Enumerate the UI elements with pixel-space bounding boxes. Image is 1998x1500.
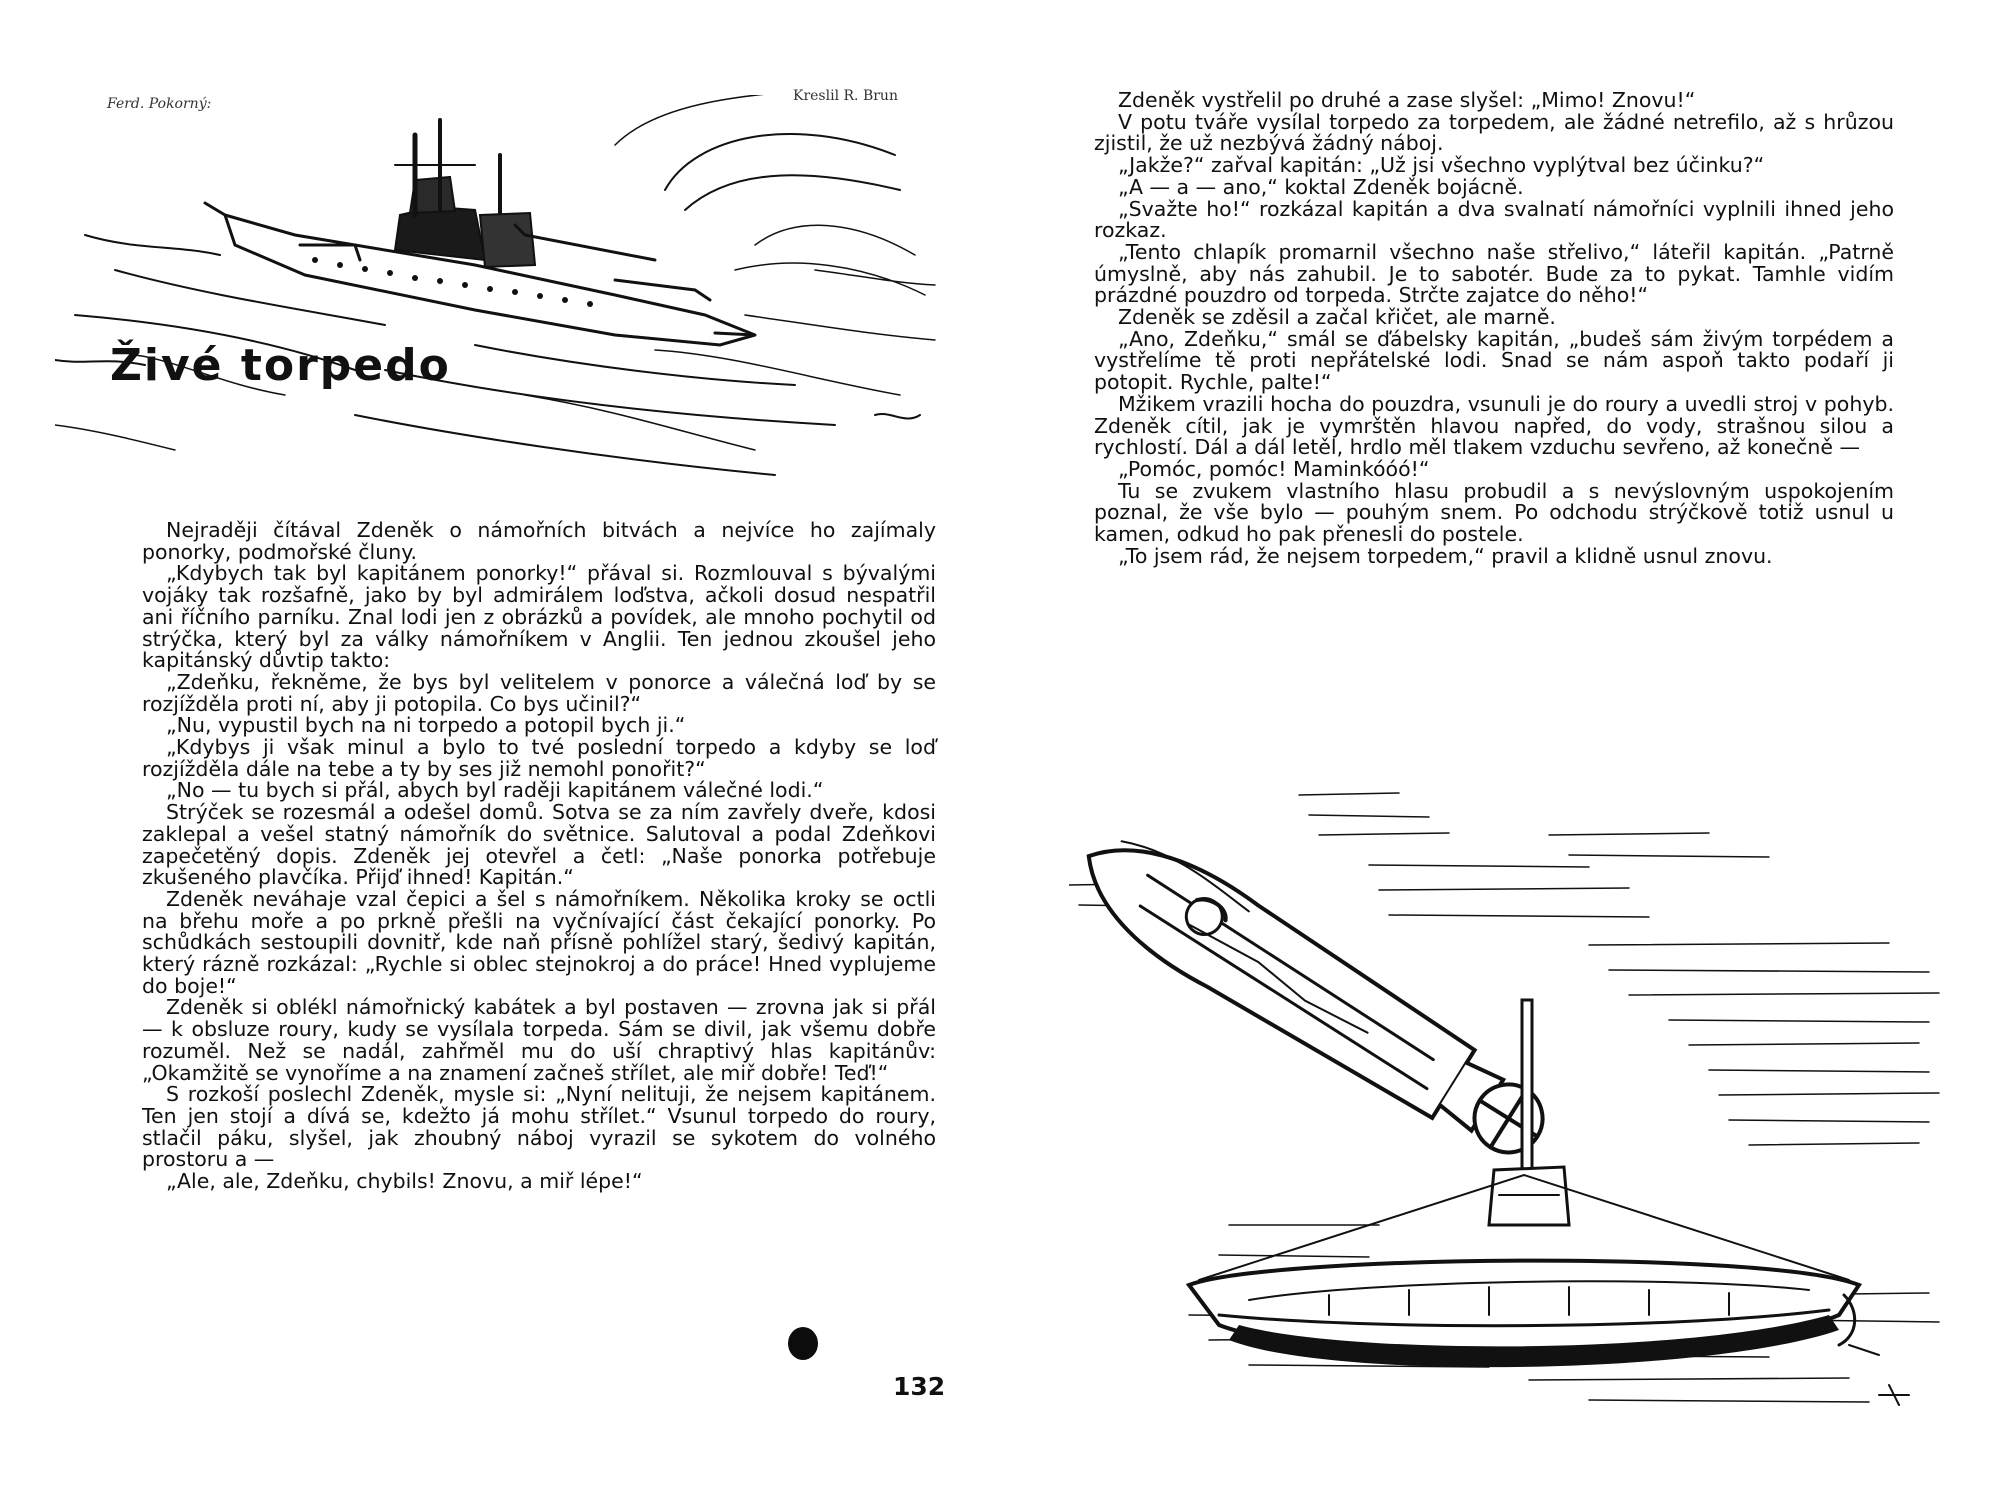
- story-paragraph: „Tento chlapík promarnil všechno naše střelivo,“ láteřil kapitán. „Patrně úmyslně, aby nás zahubil. Je to sabotér. Bude za to pykat. Tamhle vidím prázdné pouzdro od torpeda. Strčte zajatce do něho!“: [1094, 239, 1894, 308]
- story-paragraph: Zdeněk vystřelil po druhé a zase slyšel: „Mimo! Znovu!“: [1118, 88, 1696, 112]
- story-paragraph: „Zdeňku, řekněme, že bys byl velitelem v ponorce a válečná loď by se rozjížděla proti ní, aby ji potopila. Co bys učinil?“: [142, 669, 936, 716]
- story-paragraph: „Svažte ho!“ rozkázal kapitán a dva svalnatí námořníci vyplnili ihned jeho rozkaz.: [1094, 196, 1894, 243]
- story-paragraph: „Pomóc, pomóc! Maminkóóó!“: [1118, 456, 1430, 481]
- right-story-text: [1094, 90, 1894, 567]
- story-paragraph: „Ale, ale, Zdeňku, chybils! Znovu, a miř lépe!“: [166, 1169, 643, 1194]
- left-story-text: [142, 520, 936, 1193]
- story-title: Živé torpedo: [110, 340, 451, 391]
- story-paragraph: V potu tváře vysílal torpedo za torpedem, ale žádné netrefilo, až s hrůzou zjistil, že už nezbývá žádný náboj.: [1094, 109, 1894, 156]
- story-paragraph: „Kdybys ji však minul a bylo to tvé poslední torpedo a kdyby se loď rozjížděla dále na tebe a ty by ses již nemohl ponořit?“: [142, 735, 936, 781]
- story-paragraph: Strýček se rozesmál a odešel domů. Sotva se za ním zavřely dveře, kdosi zaklepal a vešel statný námořník do světnice. Salutoval a podal Zdeňkovi zapečetěný dopis. Zdeněk jej otevřel a četl: „Naše ponorka potřebuje zkušeného plavčíka. Přijď ihned! Kapitán.“: [142, 800, 936, 890]
- story-paragraph: S rozkoší poslechl Zdeněk, mysle si: „Nyní nelituji, že nejsem kapitánem. Ten jen stojí a dívá se, kdežto já mohu střílet.“ Vsunul torpedo do roury, stlačil páku, slyšel, jak zhoubný náboj vyrazil se sykotem do volného prostoru a —: [142, 1082, 936, 1172]
- story-paragraph: „Jakže?“ zařval kapitán: „Už jsi všechno vyplýtval bez účinku?“: [1118, 153, 1765, 178]
- illustrator-credit: Kreslil R. Brun: [793, 88, 898, 104]
- story-paragraph: „A — a — ano,“ koktal Zdeněk bojácně.: [1118, 174, 1524, 199]
- torpedo-submarine-illustration: [1069, 755, 1949, 1415]
- right-page: [999, 0, 1998, 1500]
- author-credit: Ferd. Pokorný:: [107, 96, 212, 112]
- story-paragraph: „Kdybych tak byl kapitánem ponorky!“ přával si. Rozmlouval s bývalými vojáky tak rozšafně, jako by byl admirálem loďstva, ačkoli dosud nespatřil ani říčního parníku. Znal lodi jen z obrázků a povídek, ale mnoho pochytil od strýčka, který byl za války námořníkem v Anglii. Ten jednou zkoušel jeho kapitánský důvtip takto:: [142, 561, 936, 673]
- story-paragraph: Zdeněk si oblékl námořnický kabátek a byl postaven — zrovna jak si přál — k obsluze roury, kudy se vysílala torpeda. Sám se divil, jak všemu dobře rozuměl. Než se nadál, zahřměl mu do uší chraptivý hlas kapitánův: „Okamžitě se vynoříme a na znamení začneš střílet, ale miř dobře! Teď!“: [142, 995, 936, 1085]
- story-paragraph: Nejraději čítával Zdeněk o námořních bitvách a nejvíce ho zajímaly ponorky, podmořské čluny.: [142, 518, 936, 564]
- ink-blot: [788, 1327, 818, 1360]
- battleship-illustration: [55, 95, 945, 480]
- story-paragraph: Tu se zvukem vlastního hlasu probudil a s nevýslovným uspokojením poznal, že vše bylo — pouhým snem. Po odchodu strýčkově totiž usnul u kamen, odkud ho pak přenesli do postele.: [1094, 478, 1894, 547]
- story-paragraph: „Ano, Zdeňku,“ smál se ďábelsky kapitán, „budeš sám živým torpédem a vystřelíme tě proti nepřátelské lodi. Snad se nám aspoň takto podaří ji potopit. Rychle, palte!“: [1094, 326, 1894, 395]
- story-paragraph: Zdeněk se zděsil a začal křičet, ale marně.: [1118, 305, 1556, 330]
- story-paragraph: „To jsem rád, že nejsem torpedem,“ pravil a klidně usnul znovu.: [1118, 543, 1773, 568]
- page-number: 132: [893, 1372, 946, 1401]
- story-paragraph: Zdeněk neváhaje vzal čepici a šel s námořníkem. Několika kroky se octli na břehu moře a po prkně přešli na vyčnívající část čekající ponorky. Po schůdkách sestoupili dovnitř, kde naň přísně pohlížel starý, šedivý kapitán, který rázně rozkázal: „Rychle si oblec stejnokroj a do práce! Hned vyplujeme do boje!“: [142, 886, 936, 998]
- story-paragraph: Mžikem vrazili hocha do pouzdra, vsunuli je do roury a uvedli stroj v pohyb. Zdeněk cítil, jak je vymrštěn hlavou napřed, do vody, strašnou silou a rychlostí. Dál a dál letěl, hrdlo měl tlakem vzduchu sevřeno, až konečně —: [1094, 391, 1894, 460]
- story-paragraph: „Nu, vypustil bych na ni torpedo a potopil bych ji.“: [166, 713, 686, 738]
- story-paragraph: „No — tu bych si přál, abych byl raději kapitánem válečné lodi.“: [166, 778, 824, 803]
